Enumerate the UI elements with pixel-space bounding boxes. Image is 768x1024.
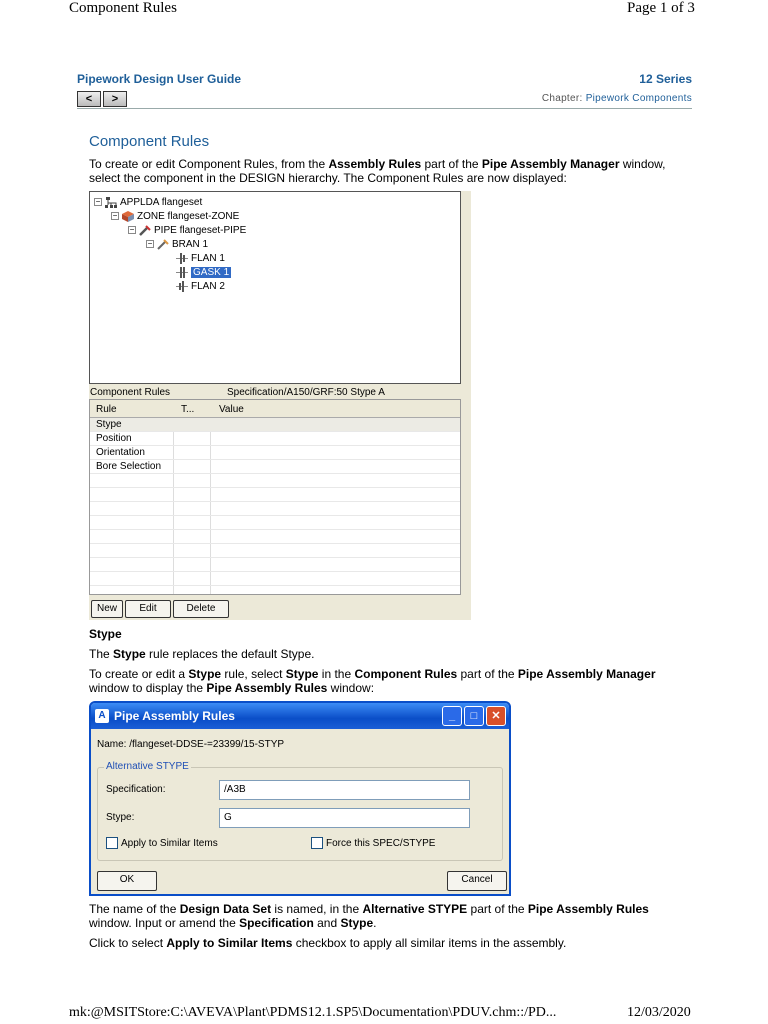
table-row[interactable]: [90, 530, 460, 544]
tree-node-zone[interactable]: [111, 210, 239, 222]
text-run: Click to select: [89, 936, 167, 950]
stype-field-label: Stype:: [106, 812, 135, 823]
text-run: .: [373, 916, 377, 930]
checkbox-label: Apply to Similar Items: [121, 837, 218, 849]
column-header-value[interactable]: Value: [219, 404, 244, 415]
closing-paragraph-2: [89, 936, 689, 950]
collapse-icon[interactable]: −: [147, 239, 153, 248]
header-divider: [77, 108, 692, 109]
text-run: part of the: [467, 902, 528, 916]
rule-cell: Orientation: [96, 447, 145, 458]
column-header-type[interactable]: T...: [181, 404, 195, 415]
stype-heading: Stype: [89, 627, 122, 641]
bold-term: Stype: [188, 667, 222, 681]
force-spec-checkbox[interactable]: [311, 837, 435, 849]
chapter-label: Chapter:: [541, 93, 583, 104]
table-row[interactable]: [90, 418, 460, 432]
table-row[interactable]: [90, 502, 460, 516]
edit-button[interactable]: Edit: [125, 600, 171, 618]
text-run: To create or edit Component Rules, from the: [89, 157, 329, 171]
text-run: window. Input or amend the: [89, 916, 240, 930]
table-row[interactable]: [90, 516, 460, 530]
table-row[interactable]: [90, 572, 460, 586]
maximize-icon[interactable]: □: [464, 706, 484, 726]
apply-similar-checkbox[interactable]: [106, 837, 218, 849]
next-page-button[interactable]: >: [103, 91, 127, 107]
bold-term: Stype: [340, 916, 374, 930]
design-hierarchy-tree: [89, 191, 461, 384]
checkbox-box[interactable]: [311, 837, 323, 849]
text-run: rule replaces the default Stype.: [145, 647, 315, 661]
tree-node-label: FLAN 2: [191, 280, 225, 292]
component-rules-label: Component Rules: [90, 387, 171, 398]
text-run: The name of the: [89, 902, 180, 916]
rule-cell: Stype: [96, 419, 122, 430]
chapter-breadcrumb: [542, 93, 692, 104]
print-page-title: Component Rules: [69, 0, 177, 16]
bold-term: Pipe Assembly Rules: [527, 902, 649, 916]
component-rules-grid: [89, 399, 461, 595]
checkbox-label: Force this SPEC/STYPE: [326, 837, 436, 849]
table-row[interactable]: [90, 558, 460, 572]
close-icon[interactable]: ✕: [486, 706, 506, 726]
dialog-titlebar[interactable]: [91, 703, 509, 729]
text-run: window to display the: [89, 681, 207, 695]
rule-cell: Bore Selection: [96, 461, 162, 472]
bold-term: Specification: [239, 916, 314, 930]
text-run: is named, in the: [271, 902, 363, 916]
specification-label: Specification/A150/GRF:50 Stype A: [227, 387, 385, 398]
delete-button[interactable]: Delete: [173, 600, 229, 618]
dialog-title: Pipe Assembly Rules: [114, 709, 235, 723]
tree-node-flan1[interactable]: [176, 252, 225, 264]
bold-term: Apply to Similar Items: [166, 936, 293, 950]
flange-icon: [176, 281, 188, 292]
text-run: The: [89, 647, 114, 661]
gasket-icon: [176, 267, 188, 278]
table-row[interactable]: [90, 544, 460, 558]
component-rules-screenshot: [89, 191, 471, 620]
collapse-icon[interactable]: −: [95, 197, 101, 206]
print-footer-date: 12/03/2020: [627, 1005, 691, 1020]
table-row[interactable]: [90, 432, 460, 446]
rule-buttons: [91, 600, 229, 618]
collapse-icon[interactable]: −: [112, 211, 118, 220]
text-run: and: [313, 916, 341, 930]
guide-title: Pipework Design User Guide: [77, 72, 242, 86]
intro-paragraph: [89, 157, 689, 185]
dds-name: Name: /flangeset-DDSE-=23399/15-STYP: [97, 739, 285, 750]
tree-node-label: FLAN 1: [191, 252, 225, 264]
section-title: Component Rules: [89, 133, 210, 150]
specification-input[interactable]: /A3B: [219, 780, 470, 800]
nav-arrows: [77, 91, 127, 107]
text-run: part of the: [421, 157, 482, 171]
tree-node-label: BRAN 1: [172, 238, 209, 250]
bold-term: Pipe Assembly Manager: [481, 157, 620, 171]
cancel-button[interactable]: Cancel: [447, 871, 507, 891]
bold-term: Stype: [113, 647, 146, 661]
rule-cell: Position: [96, 433, 132, 444]
bold-term: Component Rules: [354, 667, 458, 681]
bold-term: Pipe Assembly Manager: [517, 667, 656, 681]
grid-header: [90, 400, 460, 418]
new-button[interactable]: New: [91, 600, 123, 618]
bold-term: Assembly Rules: [328, 157, 422, 171]
tree-node-gask1[interactable]: [176, 266, 231, 278]
text-run: checkbox to apply all similar items in the assembly.: [292, 936, 567, 950]
specification-field-label: Specification:: [106, 784, 166, 795]
collapse-icon[interactable]: −: [129, 225, 135, 234]
text-run: window:: [327, 681, 375, 695]
minimize-icon[interactable]: _: [442, 706, 462, 726]
text-run: To create or edit a: [89, 667, 189, 681]
tree-node-label: PIPE flangeset-PIPE: [154, 224, 247, 236]
branch-icon: [157, 239, 169, 250]
window-controls: [442, 706, 506, 726]
hierarchy-icon: [105, 197, 117, 208]
flange-icon: [176, 253, 188, 264]
text-run: part of the: [457, 667, 518, 681]
tree-node-label-selected: GASK 1: [193, 266, 230, 278]
previous-page-button[interactable]: <: [77, 91, 101, 107]
bold-term: Stype: [285, 667, 319, 681]
bold-term: Alternative STYPE: [362, 902, 468, 916]
table-row[interactable]: [90, 446, 460, 460]
group-label: Alternative STYPE: [106, 761, 189, 772]
pipe-assembly-rules-dialog: [89, 701, 511, 896]
ok-button[interactable]: OK: [97, 871, 157, 891]
bold-term: Design Data Set: [179, 902, 272, 916]
series-label: 12 Series: [639, 72, 692, 86]
bold-term: Pipe Assembly Rules: [206, 681, 328, 695]
closing-paragraph-1: [89, 902, 689, 930]
text-run: in the: [318, 667, 355, 681]
tree-node-appl[interactable]: [94, 196, 202, 208]
stype-paragraph-1: [89, 647, 689, 661]
print-footer-path: mk:@MSITStore:C:\AVEVA\Plant\PDMS12.1.SP5\Documentation\PDUV.chm::/PD...: [69, 1005, 557, 1020]
stype-input[interactable]: G: [219, 808, 470, 828]
zone-icon: [122, 211, 134, 222]
tree-node-flan2[interactable]: [176, 280, 225, 292]
tree-node-pipe[interactable]: [128, 224, 246, 236]
text-run: rule, select: [221, 667, 286, 681]
checkbox-box[interactable]: [106, 837, 118, 849]
text-run: window, select the component in the DESIGN hierarchy. The Component Rules are now displayed:: [89, 157, 666, 185]
app-icon: A: [95, 709, 109, 723]
print-page-number: Page 1 of 3: [627, 0, 695, 16]
chapter-link[interactable]: Pipework Components: [585, 93, 692, 104]
table-row[interactable]: [90, 488, 460, 502]
table-row[interactable]: [90, 474, 460, 488]
table-row[interactable]: [90, 460, 460, 474]
tree-node-label: APPLDA flangeset: [120, 196, 203, 208]
stype-paragraph-2: [89, 667, 689, 695]
tree-node-branch[interactable]: [146, 238, 208, 250]
column-header-rule[interactable]: Rule: [96, 404, 117, 415]
alternative-stype-group: [97, 761, 503, 861]
tree-node-label: ZONE flangeset-ZONE: [137, 210, 240, 222]
pipe-icon: [139, 225, 151, 236]
